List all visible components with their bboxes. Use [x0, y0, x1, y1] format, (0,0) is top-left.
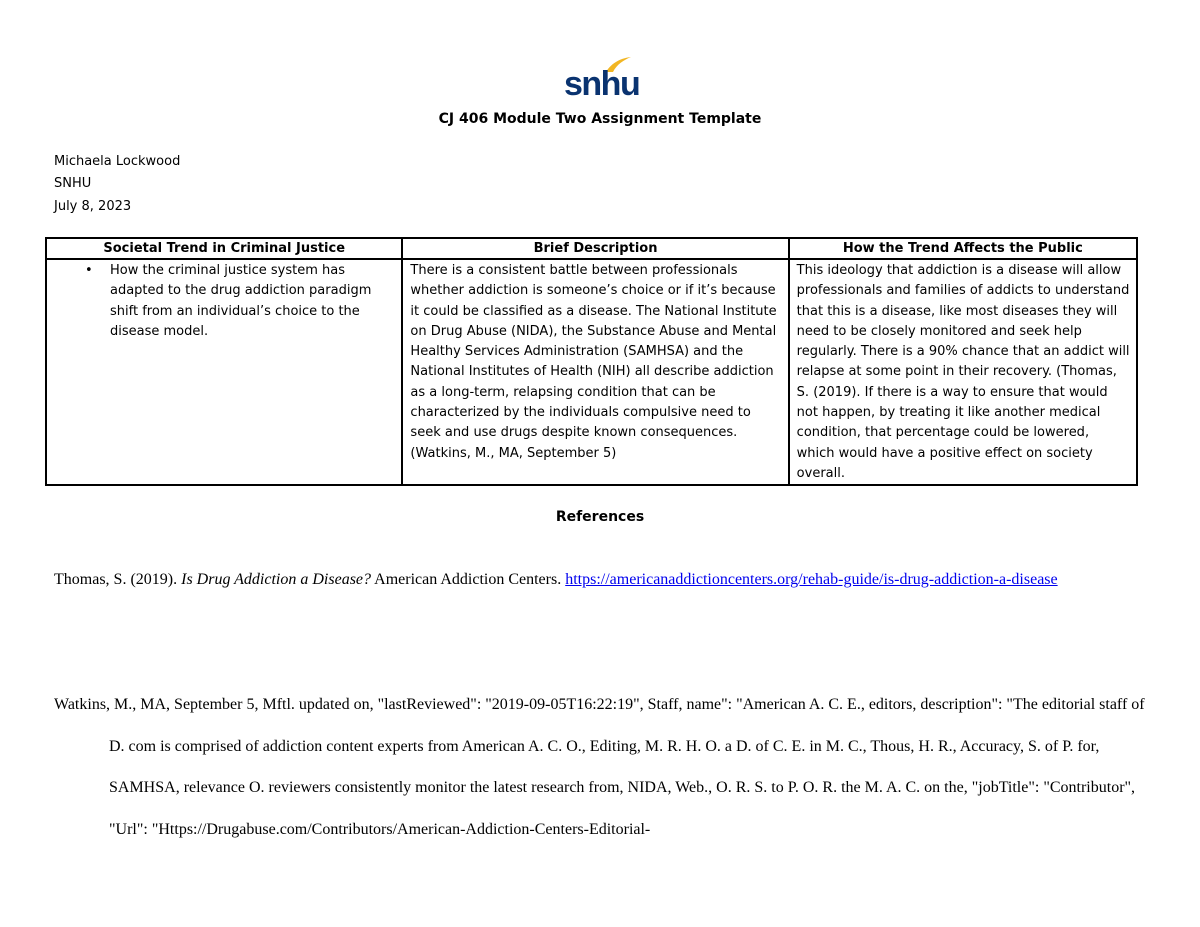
references-heading: References: [555, 509, 645, 525]
cell-trend: [46, 259, 402, 485]
assignment-date: July 8, 2023: [54, 199, 132, 214]
logo-text: snhu: [564, 65, 640, 103]
trend-table: [45, 237, 1138, 486]
header-brief-description: Brief Description: [402, 238, 788, 259]
reference-thomas-author: Thomas, S. (2019).: [54, 571, 182, 588]
reference-thomas-publisher: American Addiction Centers.: [371, 571, 566, 588]
table-header-row: [46, 238, 1137, 259]
bullet-icon: •: [85, 263, 93, 278]
header-public-effect: How the Trend Affects the Public: [789, 238, 1137, 259]
trend-text: How the criminal justice system has adapted to the drug addiction paradigm shift from an individual’s choice to the disease model.: [110, 263, 372, 339]
cell-description: There is a consistent battle between professionals whether addiction is someone’s choice or if it’s because it could be classified as a disease. The National Institute on Drug Abuse (NIDA), the Substance Abuse and Mental Healthy Services Administration (SAMHSA) and the National Institutes of Health (NIH) all describe addiction as a long-term, relapsing condition that can be characterized by the individuals compulsive need to seek and use drugs despite known consequences. (Watkins, M., MA, September 5): [402, 259, 788, 485]
document-title: CJ 406 Module Two Assignment Template: [438, 111, 762, 127]
table-row: [46, 259, 1137, 485]
reference-thomas: [54, 559, 1154, 601]
reference-thomas-link[interactable]: https://americanaddictioncenters.org/rehab-guide/is-drug-addiction-a-disease: [565, 571, 1058, 588]
author-name: Michaela Lockwood: [54, 154, 181, 169]
header-societal-trend: Societal Trend in Criminal Justice: [46, 238, 402, 259]
reference-watkins: Watkins, M., MA, September 5, Mftl. updated on, "lastReviewed": "2019-09-05T16:22:19", Staff, name": "American A. C. E., editors, description": "The editorial staff of D. com is comprised of addiction content experts from American A. C. O., Editing, M. R. H. O. a D. of C. E. in M. C., Thous, H. R., Accuracy, S. of P. for, SAMHSA, relevance O. reviewers consistently monitor the latest research from, NIDA, Web., O. R. S. to P. O. R. the M. A. C. on the, "jobTitle": "Contributor", "Url": "Https://Drugabuse.com/Contributors/American-Addiction-Centers-Editorial-: [54, 696, 1145, 838]
author-school: SNHU: [54, 176, 92, 191]
reference-thomas-title: Is Drug Addiction a Disease?: [181, 571, 372, 588]
snhu-logo: [564, 56, 640, 103]
cell-effect: This ideology that addiction is a disease will allow professionals and families of addicts to understand that this is a disease, like most diseases they will need to be closely monitored and seek help regularly. There is a 90% chance that an addict will relapse at some point in their recovery. (Thomas, S. (2019). If there is a way to ensure that would not happen, by treating it like another medical condition, that percentage could be lowered, which would have a positive effect on society overall.: [789, 259, 1137, 485]
